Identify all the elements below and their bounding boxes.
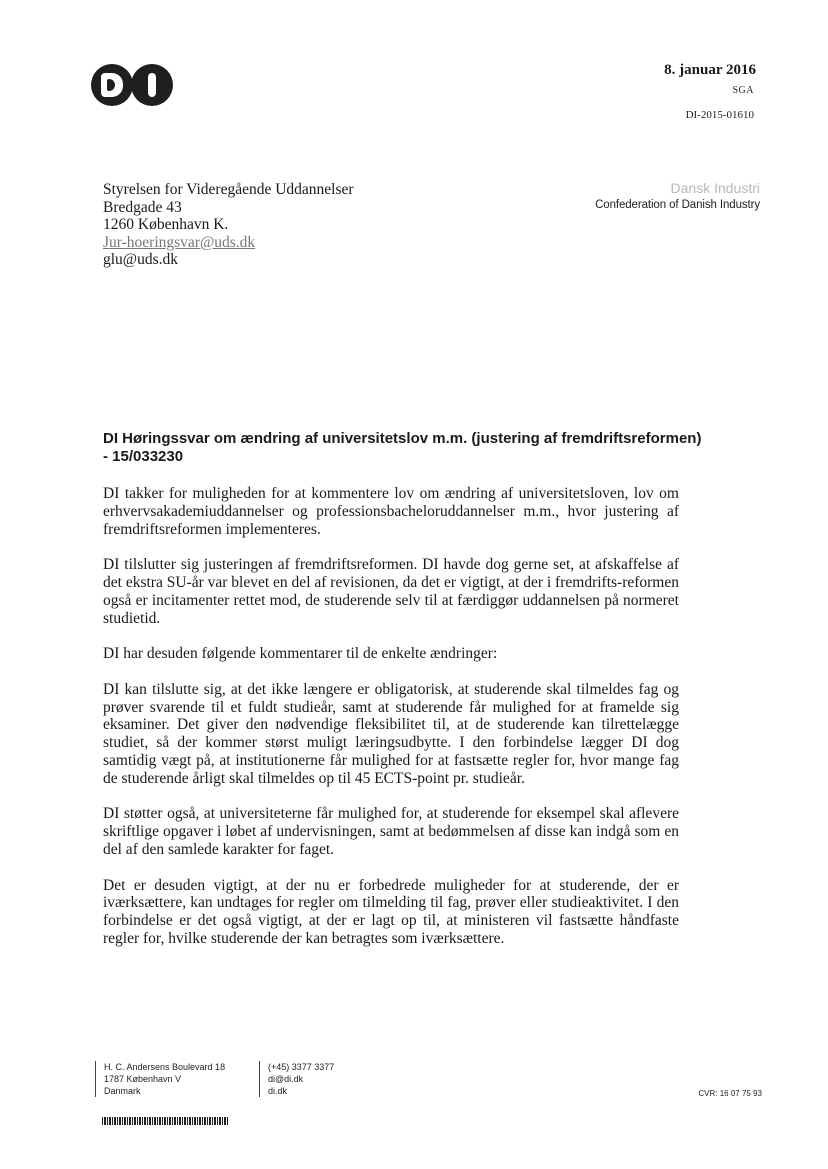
- footer-address: [95, 1061, 225, 1097]
- recipient-line: 1260 København K.: [103, 216, 229, 233]
- footer-cvr: CVR: 16 07 75 93: [698, 1089, 762, 1098]
- body-paragraph: Det er desuden vigtigt, at der nu er forbedrede muligheder for at studerende, der er iværksættere, kan undtages for regler om tilmelding til fag, prøver eller studieaktivitet. I den forbindelse er det også vigtigt, at der er lagt op til, at ministeren vil fastsætte håndfaste regler for, hvilke studerende der kan betragtes som iværksættere.: [103, 876, 679, 947]
- recipient-line: Styrelsen for Videregående Uddannelser: [103, 181, 354, 198]
- letter-subject: DI Høringssvar om ændring af universitetslov m.m. (justering af fremdriftsreformen) - 15/033230: [103, 430, 702, 465]
- footer-email-link[interactable]: di@di.dk: [268, 1074, 304, 1084]
- sender-initials: SGA: [732, 85, 754, 96]
- footer-contact: [259, 1061, 334, 1097]
- body-paragraph: DI tilslutter sig justeringen af fremdriftsreformen. DI havde dog gerne set, at afskaffelse af det ekstra SU-år var blevet en del af revisionen, da det er vigtigt, at der i fremdrifts-reformen også er incitamenter rettet mod, de studerende selv til at færdiggør uddannelsen på normeret studietid.: [103, 556, 679, 627]
- body-paragraph: DI kan tilslutte sig, at det ikke længere er obligatorisk, at studerende skal tilmeldes fag og prøver svarende til et fuldt studieår, samt at studerende får mulighed for at framelde sig eksaminer. Det giver den nødvendige fleksibilitet til, at de studerende kan tilrettelægge studiet, så der kommer størst muligt læringsudbytte. I den forbindelse lægger DI dog samtidig vægt på, at institutionerne får mulighed for at fastsætte regler for, hvor mange fag de studerende årligt skal tilmeldes op til 45 ECTS-point pr. studieår.: [103, 680, 679, 787]
- body-paragraph: DI støtter også, at universiteterne får mulighed for, at studerende for eksempel skal aflevere skriftlige opgaver i løbet af undervisningen, samt at bedømmelsen af disse kan indgå som en del af den samlede karakter for faget.: [103, 805, 679, 858]
- recipient-address: [103, 181, 354, 269]
- reference-number: DI-2015-01610: [685, 109, 754, 121]
- brand-subtitle: Confederation of Danish Industry: [595, 199, 760, 211]
- letter-date: 8. januar 2016: [664, 62, 756, 78]
- recipient-line: Bredgade 43: [103, 198, 182, 216]
- footer-website-link[interactable]: di.dk: [268, 1086, 288, 1096]
- logo-d-icon: [91, 64, 133, 106]
- body-paragraph: DI takker for muligheden for at kommentere lov om ændring af universitetsloven, lov om erhvervsakademiuddannelser og professionsbacheloruddannelser m.m., hvor justering af fremdriftsreformen implementeres.: [103, 485, 679, 538]
- logo-i-icon: [131, 64, 173, 106]
- recipient-email-link[interactable]: Jur-hoeringsvar@uds.dk: [103, 233, 256, 251]
- body-paragraph: DI har desuden følgende kommentarer til de enkelte ændringer:: [103, 645, 498, 663]
- footer-phone: (+45) 3377 3377: [268, 1062, 335, 1072]
- brand-name: Dansk Industri: [670, 180, 760, 196]
- letter-body: [103, 485, 679, 966]
- footer-address-line: 1787 København V: [104, 1074, 182, 1084]
- di-logo: [91, 64, 175, 106]
- recipient-line: glu@uds.dk: [103, 251, 178, 268]
- footer-address-line: Danmark: [104, 1086, 141, 1096]
- barcode: [102, 1117, 228, 1125]
- footer-address-line: H. C. Andersens Boulevard 18: [104, 1062, 226, 1072]
